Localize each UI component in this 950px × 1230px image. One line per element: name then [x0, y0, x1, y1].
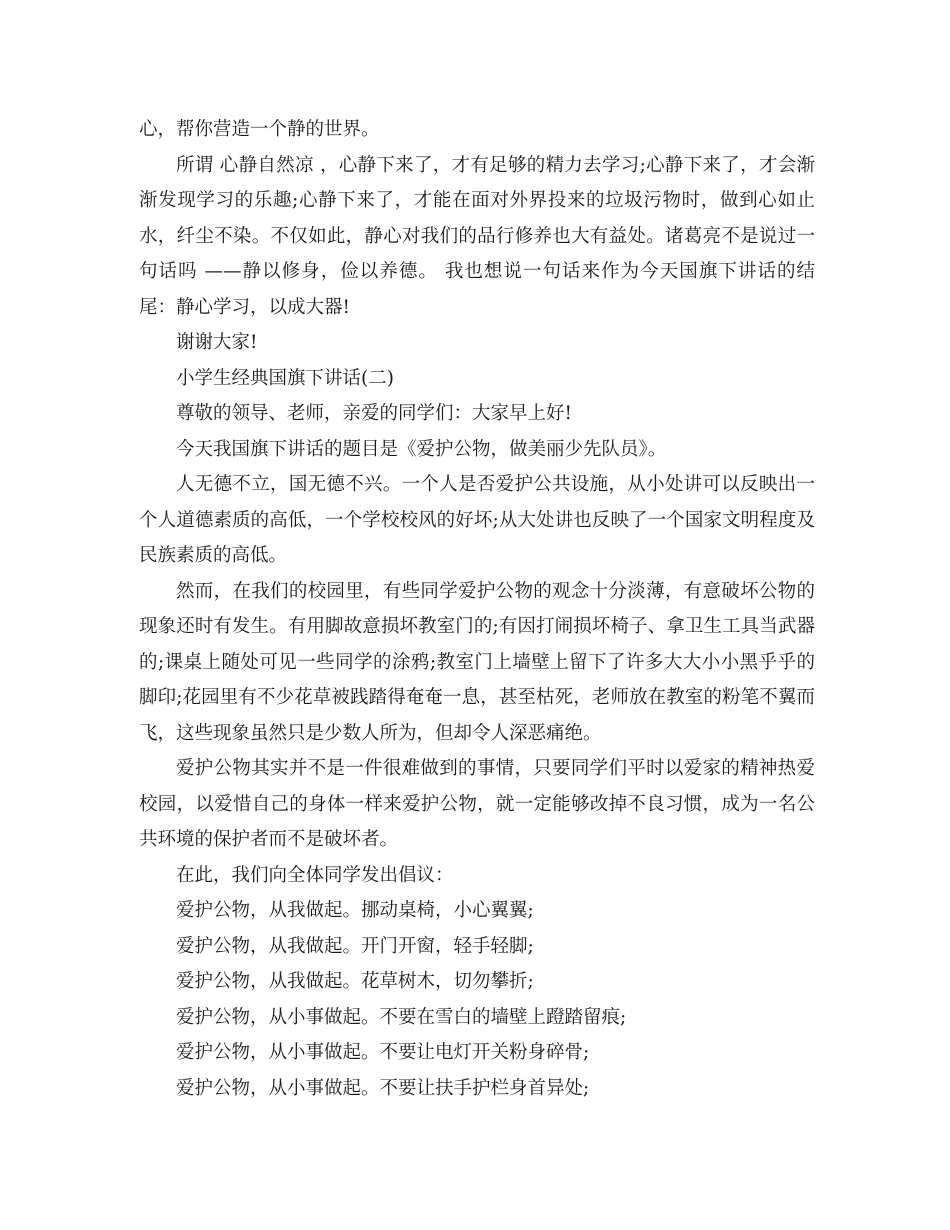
paragraph-8: 然而，在我们的校园里，有些同学爱护公物的观念十分淡薄，有意破坏公物的现象还时有发生。有用脚故意损坏教室门的;有因打闹损坏椅子、拿卫生工具当武器的;课桌上随处可见一些同学的涂鸦;教室门上墙壁上留下了许多大大小小黑乎乎的脚印;花园里有不少花草被践踏得奄奄一息，甚至枯死，老师放在教室的粉笔不翼而飞，这些现象虽然只是少数人所为，但却令人深恶痛绝。: [139, 580, 815, 744]
proposal-item-3: 爱护公物，从我做起。花草树木，切勿攀折;: [176, 971, 534, 992]
proposal-item-1: 爱护公物，从我做起。挪动桌椅，小心翼翼;: [176, 900, 534, 921]
paragraph-3: 谢谢大家!: [176, 332, 258, 353]
paragraph-10: 在此，我们向全体同学发出倡议：: [176, 864, 454, 886]
section-heading: 小学生经典国旗下讲话(二): [176, 367, 394, 389]
paragraph-1: 心，帮你营造一个静的世界。: [139, 119, 380, 140]
paragraph-greeting: 尊敬的领导、老师，亲爱的同学们：大家早上好!: [176, 403, 572, 424]
document-body: [139, 112, 815, 1106]
proposal-item-5: 爱护公物，从小事做起。不要让电灯开关粉身碎骨;: [176, 1042, 590, 1063]
proposal-item-4: 爱护公物，从小事做起。不要在雪白的墙壁上蹬踏留痕;: [176, 1006, 627, 1028]
proposal-item-2: 爱护公物，从我做起。开门开窗，轻手轻脚;: [176, 935, 534, 957]
paragraph-9: 爱护公物其实并不是一件很难做到的事情，只要同学们平时以爱家的精神热爱校园，以爱惜自己的身体一样来爱护公物，就一定能够改掉不良习惯，成为一名公共环境的保护者而不是破坏者。: [139, 758, 815, 850]
paragraph-7: 人无德不立，国无德不兴。一个人是否爱护公共设施，从小处讲可以反映出一个人道德素质的高低，一个学校校风的好坏;从大处讲也反映了一个国家文明程度及民族素质的高低。: [139, 474, 815, 566]
paragraph-topic: 今天我国旗下讲话的题目是《爱护公物，做美丽少先队员》。: [176, 438, 667, 460]
paragraph-2: 所谓 心静自然凉 ，心静下来了，才有足够的精力去学习;心静下来了，才会渐渐发现学习的乐趣;心静下来了，才能在面对外界投来的垃圾污物时，做到心如止水，纤尘不染。不仅如此，静心对我们的品行修养也大有益处。诸葛亮不是说过一句话吗 ——静以修身，俭以养德。 我也想说一句话来作为今天国旗下讲话的结尾：静心学习，以成大器!: [139, 154, 815, 318]
proposal-item-6: 爱护公物，从小事做起。不要让扶手护栏身首异处;: [176, 1077, 590, 1099]
